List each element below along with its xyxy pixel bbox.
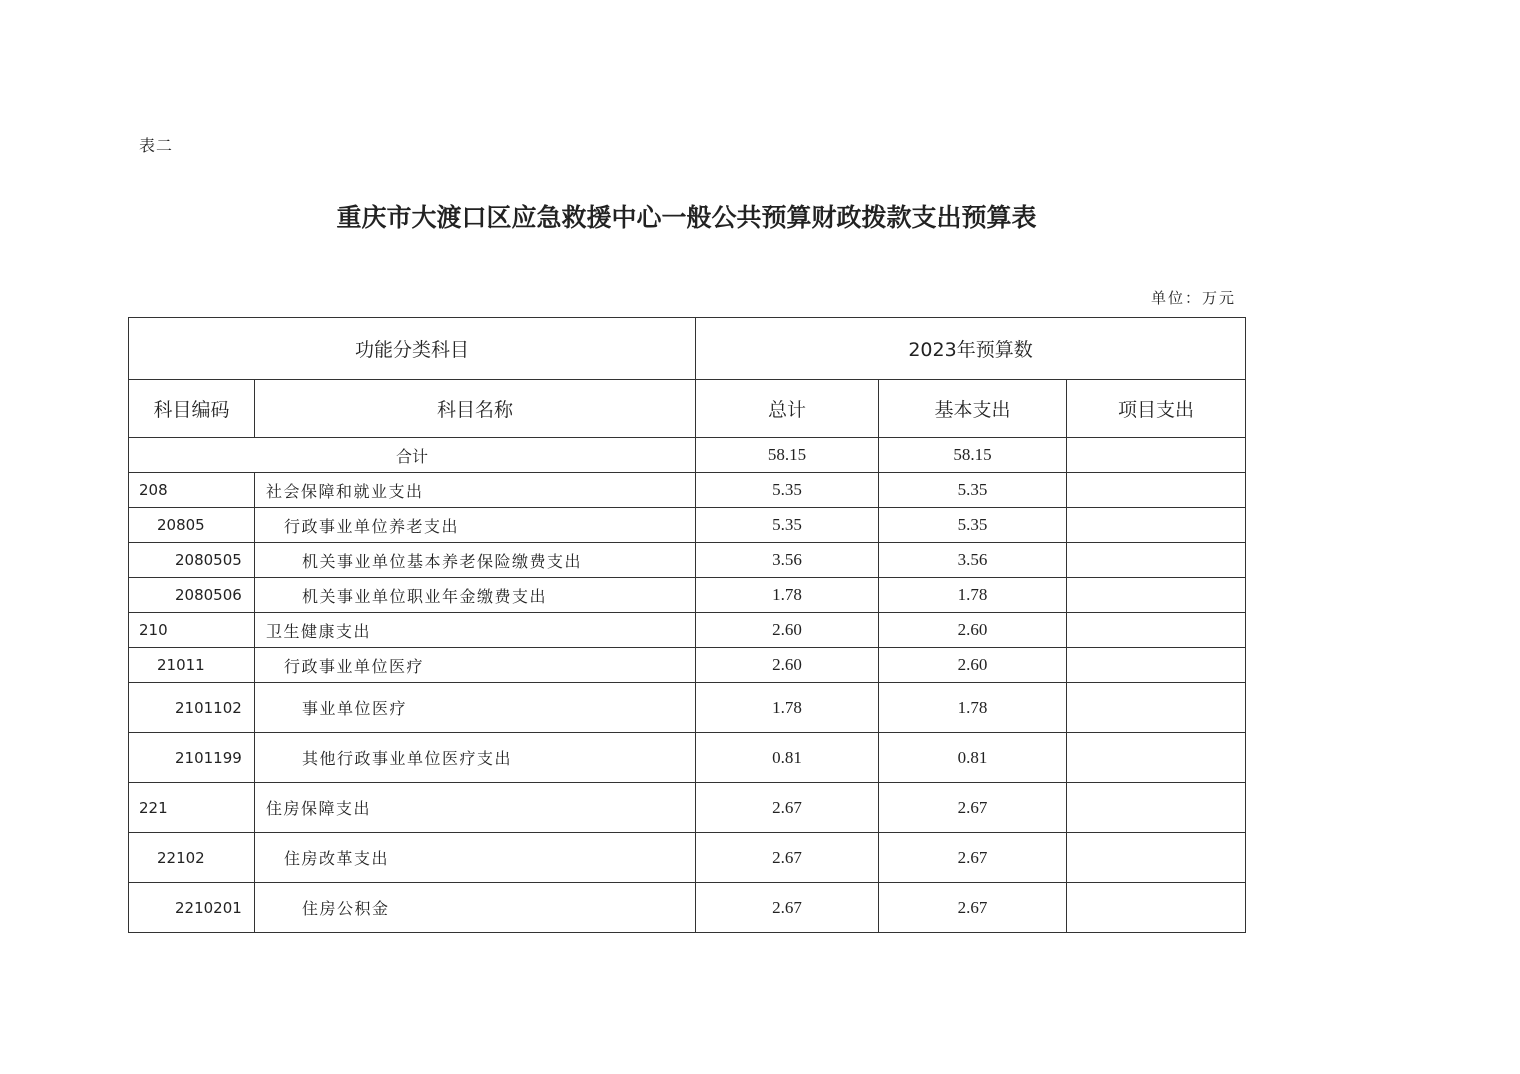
row-basic: 0.81: [879, 733, 1067, 783]
table-row: [129, 733, 1246, 783]
row-code: 208: [129, 473, 255, 508]
row-project: [1067, 833, 1246, 883]
row-name: 社会保障和就业支出: [255, 473, 696, 508]
row-name: 行政事业单位医疗: [255, 648, 696, 683]
row-basic: 2.60: [879, 648, 1067, 683]
header-name: 科目名称: [255, 380, 696, 438]
budget-table: [128, 317, 1246, 933]
row-project: [1067, 543, 1246, 578]
header-total: 总计: [696, 380, 879, 438]
row-total: 1.78: [696, 683, 879, 733]
row-total: 2.60: [696, 613, 879, 648]
header-functional-category: 功能分类科目: [129, 318, 696, 380]
page-title: 重庆市大渡口区应急救援中心一般公共预算财政拨款支出预算表: [336, 203, 1037, 232]
table-row: [129, 783, 1246, 833]
row-basic: 2.67: [879, 883, 1067, 933]
summary-project: [1067, 438, 1246, 473]
row-basic: 1.78: [879, 683, 1067, 733]
header-code: 科目编码: [129, 380, 255, 438]
table-row: [129, 833, 1246, 883]
row-project: [1067, 733, 1246, 783]
row-total: 2.67: [696, 833, 879, 883]
row-total: 1.78: [696, 578, 879, 613]
row-code: 21011: [129, 648, 255, 683]
row-name: 其他行政事业单位医疗支出: [255, 733, 696, 783]
row-code: 2101199: [129, 733, 255, 783]
row-project: [1067, 648, 1246, 683]
row-code: 2080505: [129, 543, 255, 578]
row-total: 2.60: [696, 648, 879, 683]
table-label: 表二: [139, 136, 174, 155]
row-project: [1067, 508, 1246, 543]
table-row: [129, 473, 1246, 508]
table-row: [129, 613, 1246, 648]
summary-basic: 58.15: [879, 438, 1067, 473]
row-basic: 5.35: [879, 473, 1067, 508]
header-budget-year: 2023年预算数: [696, 318, 1246, 380]
row-basic: 2.67: [879, 783, 1067, 833]
row-code: 2210201: [129, 883, 255, 933]
row-project: [1067, 473, 1246, 508]
row-code: 221: [129, 783, 255, 833]
header-row-1: [129, 318, 1246, 380]
row-code: 210: [129, 613, 255, 648]
row-name: 机关事业单位基本养老保险缴费支出: [255, 543, 696, 578]
row-project: [1067, 883, 1246, 933]
row-code: 2080506: [129, 578, 255, 613]
row-name: 卫生健康支出: [255, 613, 696, 648]
row-project: [1067, 683, 1246, 733]
row-name: 住房保障支出: [255, 783, 696, 833]
row-name: 住房公积金: [255, 883, 696, 933]
row-total: 2.67: [696, 783, 879, 833]
summary-row: [129, 438, 1246, 473]
row-basic: 2.60: [879, 613, 1067, 648]
table-row: [129, 648, 1246, 683]
summary-label: 合计: [129, 438, 696, 473]
row-code: 20805: [129, 508, 255, 543]
row-basic: 2.67: [879, 833, 1067, 883]
row-basic: 3.56: [879, 543, 1067, 578]
table-row: [129, 508, 1246, 543]
row-project: [1067, 613, 1246, 648]
summary-total: 58.15: [696, 438, 879, 473]
row-project: [1067, 783, 1246, 833]
table-row: [129, 543, 1246, 578]
row-basic: 1.78: [879, 578, 1067, 613]
row-code: 2101102: [129, 683, 255, 733]
row-total: 2.67: [696, 883, 879, 933]
table-row: [129, 578, 1246, 613]
row-basic: 5.35: [879, 508, 1067, 543]
row-total: 0.81: [696, 733, 879, 783]
row-total: 5.35: [696, 473, 879, 508]
row-total: 5.35: [696, 508, 879, 543]
header-row-2: [129, 380, 1246, 438]
row-name: 住房改革支出: [255, 833, 696, 883]
row-code: 22102: [129, 833, 255, 883]
unit-label: 单位：万元: [1150, 289, 1236, 307]
header-basic: 基本支出: [879, 380, 1067, 438]
table-row: [129, 883, 1246, 933]
row-name: 机关事业单位职业年金缴费支出: [255, 578, 696, 613]
row-total: 3.56: [696, 543, 879, 578]
row-project: [1067, 578, 1246, 613]
row-name: 行政事业单位养老支出: [255, 508, 696, 543]
header-project: 项目支出: [1067, 380, 1246, 438]
table-row: [129, 683, 1246, 733]
row-name: 事业单位医疗: [255, 683, 696, 733]
